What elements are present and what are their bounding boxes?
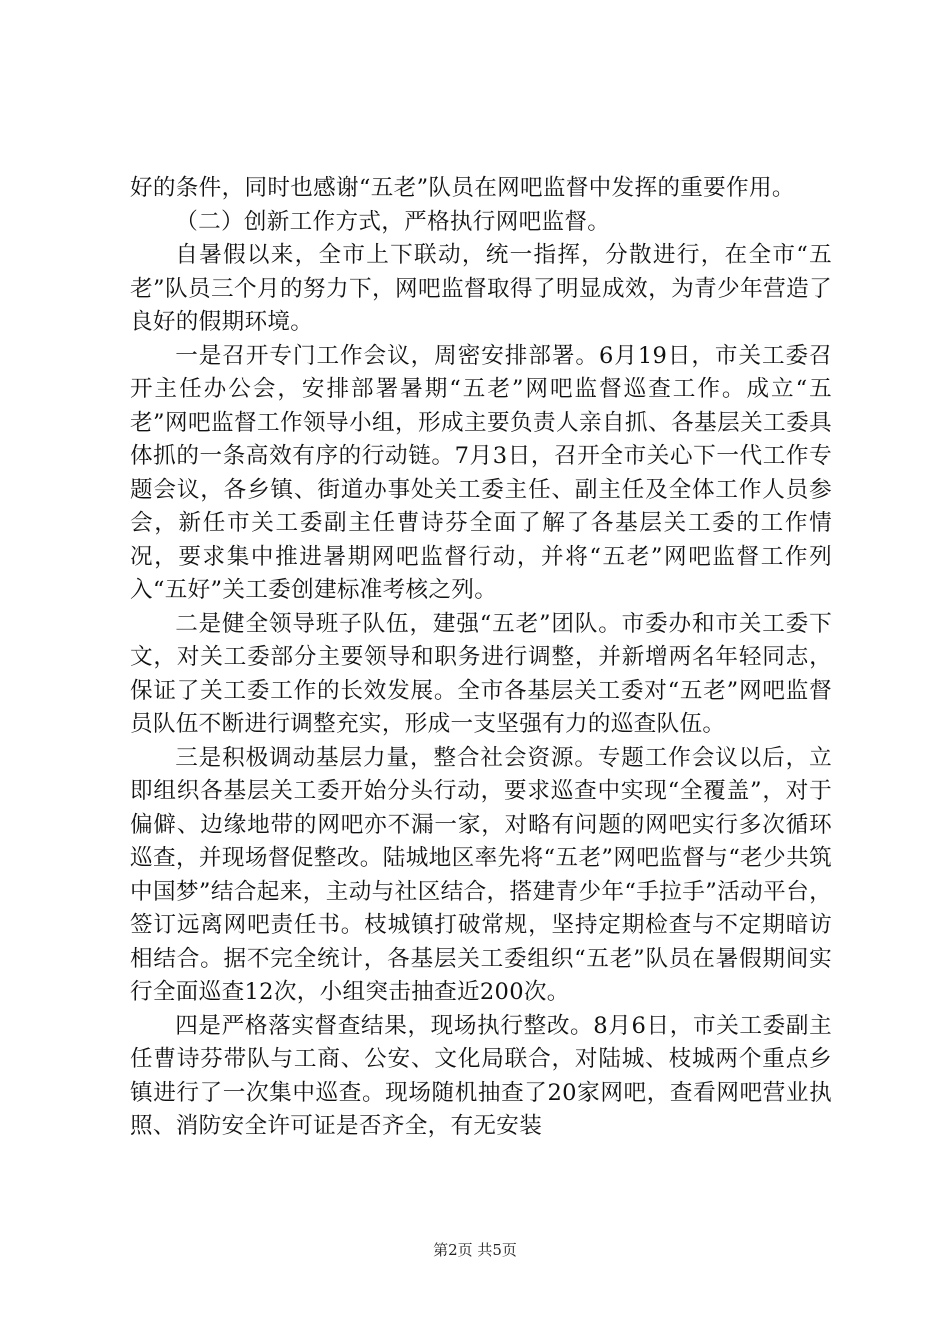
section-heading: （二）创新工作方式，严格执行网吧监督。 bbox=[175, 208, 611, 235]
paragraph-item-2: 二是健全领导班子队伍，建强“五老”团队。市委办和市关工委下文，对关工委部分主要领导和职务进行调整，并新增两名年轻同志，保证了关工委工作的长效发展。全市各基层关工委对“五老”网吧监督员队伍不断进行调整充实，形成一支坚强有力的巡查队伍。 bbox=[130, 610, 832, 737]
paragraph-item-4: 四是严格落实督查结果，现场执行整改。8月6日，市关工委副主任曹诗芬带队与工商、公安、文化局联合，对陆城、枝城两个重点乡镇进行了一次集中巡查。现场随机抽查了20家网吧，查看网吧营业执照、消防安全许可证是否齐全，有无安装 bbox=[130, 1012, 832, 1139]
paragraph-item-1: 一是召开专门工作会议，周密安排部署。6月19日，市关工委召开主任办公会，安排部署暑期“五老”网吧监督巡查工作。成立“五老”网吧监督工作领导小组，形成主要负责人亲自抓、各基层关工委具体抓的一条高效有序的行动链。7月3日，召开全市关心下一代工作专题会议，各乡镇、街道办事处关工委主任、副主任及全体工作人员参会，新任市关工委副主任曹诗芬全面了解了各基层关工委的工作情况，要求集中推进暑期网吧监督行动，并将“五老”网吧监督工作列入“五好”关工委创建标准考核之列。 bbox=[130, 342, 832, 603]
page-number: 第2页 共5页 bbox=[433, 1241, 517, 1259]
paragraph-intro: 自暑假以来，全市上下联动，统一指挥，分散进行，在全市“五老”队员三个月的努力下，网吧监督取得了明显成效，为青少年营造了良好的假期环境。 bbox=[130, 242, 832, 335]
paragraph-continuation: 好的条件，同时也感谢“五老”队员在网吧监督中发挥的重要作用。 bbox=[130, 175, 795, 201]
document-body bbox=[130, 172, 832, 1144]
paragraph-item-3: 三是积极调动基层力量，整合社会资源。专题工作会议以后，立即组织各基层关工委开始分头行动，要求巡查中实现“全覆盖”，对于偏僻、边缘地带的网吧亦不漏一家，对略有问题的网吧实行多次循环巡查，并现场督促整改。陆城地区率先将“五老”网吧监督与“老少共筑中国梦”结合起来，主动与社区结合，搭建青少年“手拉手”活动平台，签订远离网吧责任书。枝城镇打破常规，坚持定期检查与不定期暗访相结合。据不完全统计，各基层关工委组织“五老”队员在暑假期间实行全面巡查12次，小组突击抽查近200次。 bbox=[130, 744, 832, 1005]
page-footer bbox=[0, 1240, 950, 1260]
